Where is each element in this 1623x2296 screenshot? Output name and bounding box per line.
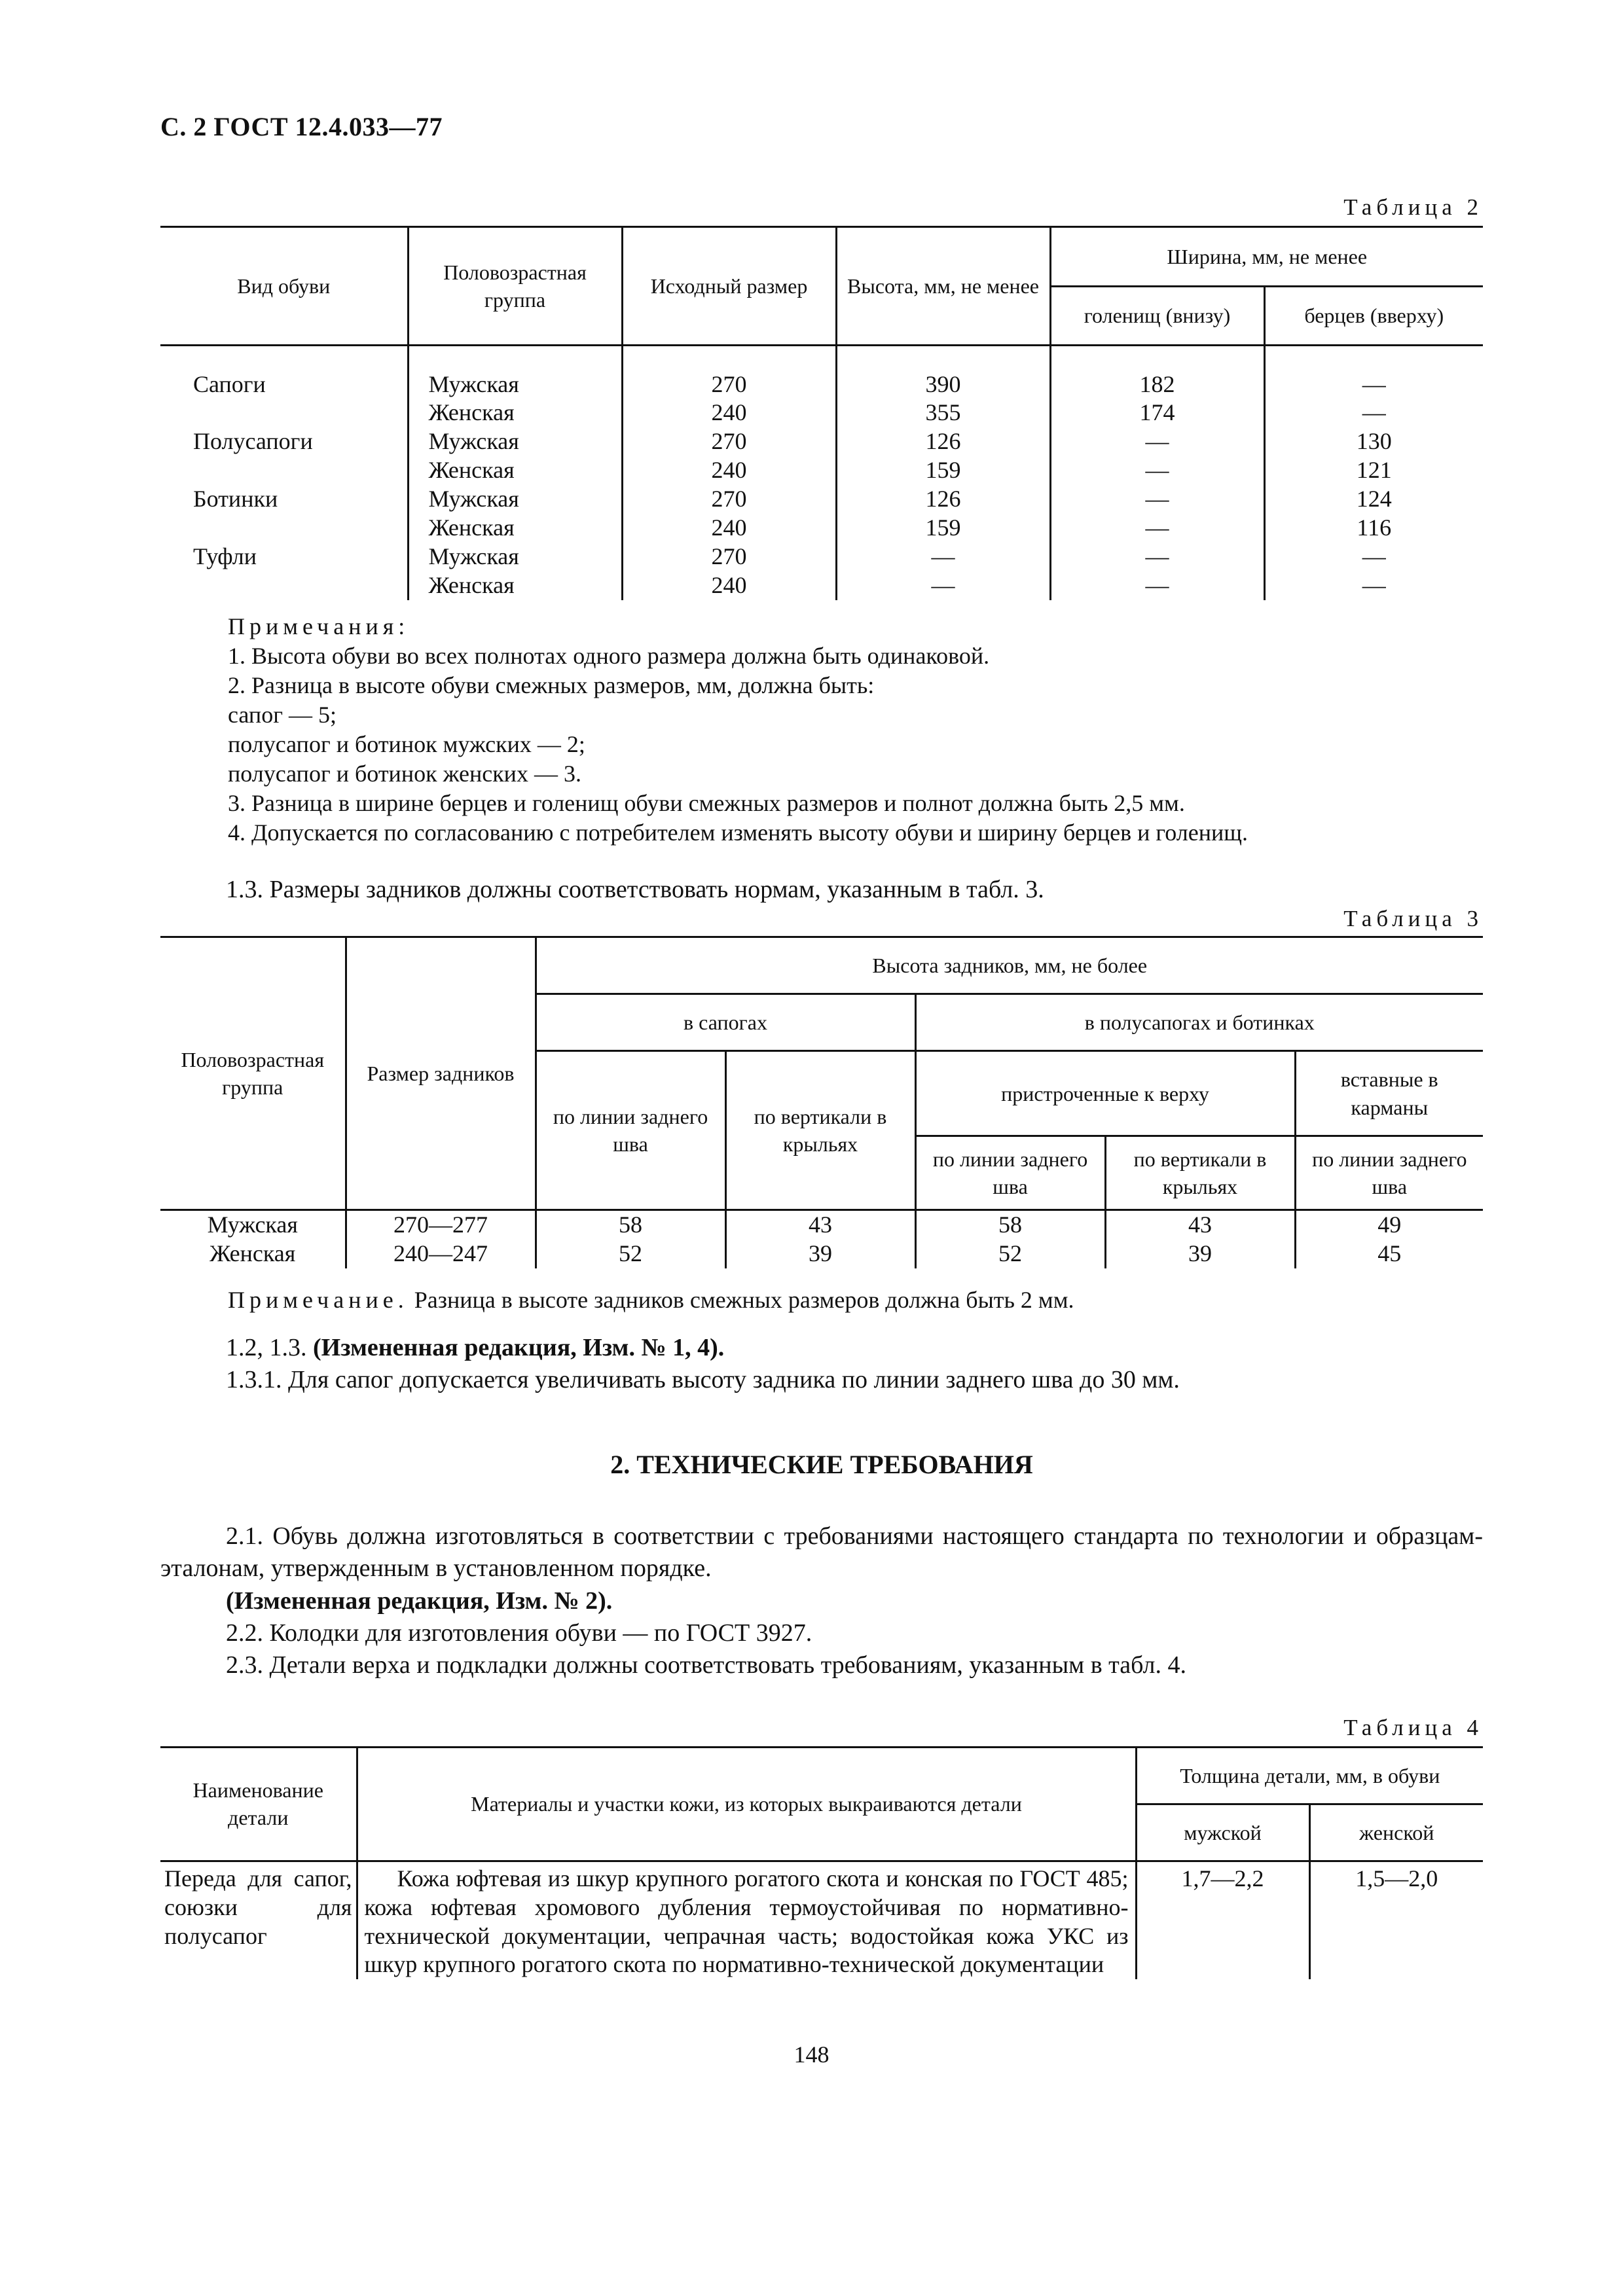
table2-caption: Таблица 2 <box>1343 194 1483 220</box>
table3-header-group: Половозрастная группа <box>160 937 346 1210</box>
table-row: Ботинки Мужская 270 126 — 124 <box>160 485 1483 514</box>
note-line: сапог — 5; <box>228 701 337 728</box>
paragraph-1-3: 1.3. Размеры задников должны соответствовать нормам, указанным в табл. 3. <box>226 875 1044 903</box>
amendment-bold: (Измененная редакция, Изм. № 1, 4). <box>313 1333 725 1361</box>
table-row: Туфли Мужская 270 — — — <box>160 543 1483 571</box>
table-row: Мужская 270—277 58 43 58 43 49 <box>160 1210 1483 1240</box>
table-row: Переда для сапог, союзки для полусапог Кожа юфтевая из шкур крупного рогатого скота и конская по ГОСТ 485; кожа юфтевая хромового дубления термоустойчивая по нормативно-технической документации, чепрачная часть; водостойкая кожа УКС из шкур крупного рогатого скота по нормативно-технической документации 1,7—2,2 1,5—2,0 <box>160 1861 1483 1979</box>
paragraph-1-3-1: 1.3.1. Для сапог допускается увеличивать высоту задника по линии заднего шва до 30 мм. <box>226 1366 1180 1394</box>
table-row: Женская 240 — — — <box>160 571 1483 600</box>
table3-header-line3: по линии заднего шва <box>1295 1136 1483 1210</box>
table3-header-vert: по вертикали в крыльях <box>725 1051 915 1210</box>
table-row: Женская 240 159 — 116 <box>160 514 1483 543</box>
page-number: 148 <box>793 2041 830 2068</box>
document-page <box>160 111 1483 1979</box>
table3-header-line2: по линии заднего шва <box>915 1136 1105 1210</box>
note-line: 3. Разница в ширине берцев и голенищ обуви смежных размеров и полнот должна быть 2,5 мм. <box>228 789 1185 816</box>
table4-header-female: женской <box>1309 1804 1483 1861</box>
table3-header-inserted: вставные в карманы <box>1295 1051 1483 1136</box>
paragraph-2-1-amendment: (Измененная редакция, Изм. № 2). <box>226 1587 613 1615</box>
table3 <box>160 936 1483 1268</box>
table-row: Женская 240 355 174 — <box>160 399 1483 427</box>
table3-header-size: Размер задников <box>346 937 536 1210</box>
note-line: полусапог и ботинок женских — 3. <box>228 760 581 787</box>
table3-note <box>160 1285 1483 1315</box>
table4-caption: Таблица 4 <box>1343 1714 1483 1740</box>
table2-header-berets: берцев (вверху) <box>1264 286 1483 346</box>
table-row: Женская 240—247 52 39 52 39 45 <box>160 1240 1483 1268</box>
table3-caption: Таблица 3 <box>1343 906 1483 932</box>
table3-header-boots: в сапогах <box>536 994 915 1051</box>
paragraph-2-3: 2.3. Детали верха и подкладки должны соответствовать требованиям, указанным в табл. 4. <box>226 1651 1186 1679</box>
table2-header-height: Высота, мм, не менее <box>836 227 1050 346</box>
table2-header-size: Исходный размер <box>622 227 836 346</box>
table2-header-shaft: голенищ (внизу) <box>1050 286 1264 346</box>
table2-header-width: Ширина, мм, не менее <box>1050 227 1483 287</box>
table3-header-sewn: пристроченные к верху <box>915 1051 1295 1136</box>
notes-title: Примечания: <box>228 613 410 639</box>
paragraph-2-2: 2.2. Колодки для изготовления обуви — по ГОСТ 3927. <box>226 1619 812 1647</box>
table4-header-mat: Материалы и участки кожи, из которых выкраиваются детали <box>357 1747 1136 1861</box>
table3-header-half: в полусапогах и ботинках <box>915 994 1483 1051</box>
note-label: Примечание. <box>228 1286 409 1313</box>
table2-header-group: Половозрастная группа <box>408 227 622 346</box>
note-line: 2. Разница в высоте обуви смежных размеров, мм, должна быть: <box>228 672 875 698</box>
table2-notes <box>160 612 1483 848</box>
table4 <box>160 1746 1483 1980</box>
table2 <box>160 226 1483 600</box>
table-row: Полусапоги Мужская 270 126 — 130 <box>160 427 1483 456</box>
table2-header-vid: Вид обуви <box>160 227 408 346</box>
paragraph-amendment: 1.2, 1.3. (Измененная редакция, Изм. № 1, 4). <box>226 1333 725 1361</box>
note-line: 4. Допускается по согласованию с потребителем изменять высоту обуви и ширину берцев и голенищ. <box>228 819 1248 846</box>
table4-header-male: мужской <box>1136 1804 1309 1861</box>
note-line: 1. Высота обуви во всех полнотах одного размера должна быть одинаковой. <box>228 642 990 669</box>
note-text: Разница в высоте задников смежных размеров должна быть 2 мм. <box>408 1286 1074 1313</box>
table4-header-name: Наименование детали <box>160 1747 357 1861</box>
table3-header-line: по линии заднего шва <box>536 1051 725 1210</box>
paragraph-2-1: 2.1. Обувь должна изготовляться в соответствии с требованиями настоящего стандарта по технологии и образцам-эталонам, утвержденным в установленном порядке. <box>160 1522 1483 1583</box>
section-title: 2. ТЕХНИЧЕСКИЕ ТРЕБОВАНИЯ <box>610 1449 1033 1479</box>
table-row: Сапоги Мужская 270 390 182 — <box>160 370 1483 399</box>
note-line: полусапог и ботинок мужских — 2; <box>228 730 585 757</box>
table3-header-height: Высота задников, мм, не более <box>536 937 1483 994</box>
table4-header-thick: Толщина детали, мм, в обуви <box>1136 1747 1483 1804</box>
table3-header-vert2: по вертикали в крыльях <box>1105 1136 1295 1210</box>
table-row: Женская 240 159 — 121 <box>160 456 1483 485</box>
page-header: С. 2 ГОСТ 12.4.033—77 <box>160 112 443 141</box>
